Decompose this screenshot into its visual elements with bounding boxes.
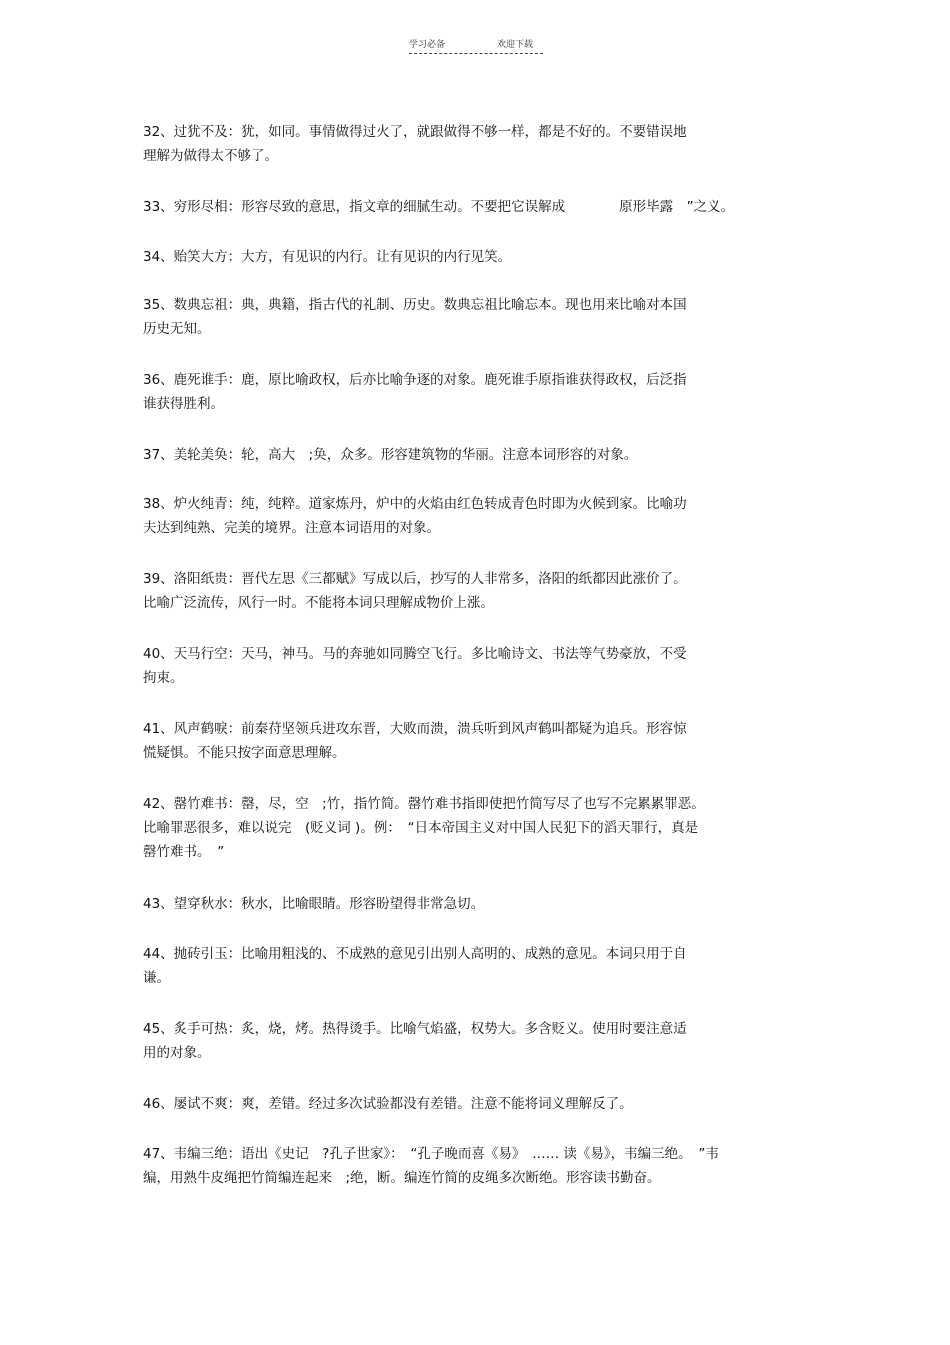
entry-line: 41、风声鹤唳：前秦苻坚领兵进攻东晋，大败而溃，溃兵听到风声鹤叫都疑为追兵。形容惊 — [143, 721, 687, 737]
idiom-entry — [143, 1017, 823, 1065]
idiom-entry — [143, 717, 823, 765]
entry-line: 用的对象。 — [143, 1045, 211, 1061]
idiom-entry — [143, 245, 823, 269]
entry-line: 谦。 — [143, 970, 170, 986]
entry-line: 谁获得胜利。 — [143, 396, 224, 412]
idiom-entry — [143, 1142, 823, 1190]
entry-line: 理解为做得太不够了。 — [143, 148, 278, 164]
idiom-entry — [143, 1092, 823, 1116]
entry-line: 42、罄竹难书：罄，尽，空 ;竹，指竹简。罄竹难书指即使把竹简写尽了也写不完累累罪恶。 — [143, 796, 705, 812]
header-dashed-rule — [409, 53, 543, 54]
entry-line: 35、数典忘祖：典，典籍，指古代的礼制、历史。数典忘祖比喻忘本。现也用来比喻对本国 — [143, 297, 687, 313]
idiom-entry — [143, 792, 823, 864]
header-left-text: 学习必备 — [409, 40, 446, 50]
entry-line: 47、韦编三绝：语出《史记 ?孔子世家》： “孔子晚而喜《易》 …… 读《易》，韦编三绝。 ”韦 — [143, 1146, 719, 1162]
entry-line: 34、贻笑大方：大方，有见识的内行。让有见识的内行见笑。 — [143, 249, 512, 265]
header-right-text: 欢迎下载 — [497, 40, 534, 50]
idiom-entry — [143, 293, 823, 341]
idiom-entry — [143, 642, 823, 690]
entry-line: 编，用熟牛皮绳把竹简编连起来 ;绝，断。编连竹简的皮绳多次断绝。形容读书勤奋。 — [143, 1170, 661, 1186]
entry-line: 罄竹难书。 ” — [143, 844, 225, 860]
idiom-entry — [143, 443, 823, 467]
idiom-entry — [143, 120, 823, 168]
idiom-entry — [143, 195, 823, 219]
entry-line: 46、屡试不爽：爽，差错。经过多次试验都没有差错。注意不能将词义理解反了。 — [143, 1096, 633, 1112]
idiom-entry — [143, 368, 823, 416]
idiom-entry — [143, 567, 823, 615]
idiom-entry — [143, 892, 823, 916]
entry-line: 36、鹿死谁手：鹿，原比喻政权，后亦比喻争逐的对象。鹿死谁手原指谁获得政权，后泛指 — [143, 372, 687, 388]
entry-line: 38、炉火纯青：纯，纯粹。道家炼丹，炉中的火焰由红色转成青色时即为火候到家。比喻功 — [143, 496, 687, 512]
entry-line: 45、炙手可热：炙，烧，烤。热得烫手。比喻气焰盛，权势大。多含贬义。使用时要注意适 — [143, 1021, 687, 1037]
entry-line: 夫达到纯熟、完美的境界。注意本词语用的对象。 — [143, 520, 440, 536]
entry-line: 37、美轮美奂：轮，高大 ;奂，众多。形容建筑物的华丽。注意本词形容的对象。 — [143, 447, 638, 463]
entry-line: 33、穷形尽相：形容尽致的意思，指文章的细腻生动。不要把它误解成 原形毕露 ”之义。 — [143, 199, 735, 215]
entry-line: 40、天马行空：天马，神马。马的奔驰如同腾空飞行。多比喻诗文、书法等气势豪放，不受 — [143, 646, 687, 662]
idiom-entry — [143, 942, 823, 990]
entry-line: 39、洛阳纸贵：晋代左思《三都赋》写成以后，抄写的人非常多，洛阳的纸都因此涨价了。 — [143, 571, 687, 587]
entry-line: 拘束。 — [143, 670, 184, 686]
idiom-entry — [143, 492, 823, 540]
entry-line: 44、抛砖引玉：比喻用粗浅的、不成熟的意见引出别人高明的、成熟的意见。本词只用于自 — [143, 946, 687, 962]
entry-line: 32、过犹不及：犹，如同。事情做得过火了，就跟做得不够一样，都是不好的。不要错误地 — [143, 124, 687, 140]
entry-line: 比喻广泛流传，风行一时。不能将本词只理解成物价上涨。 — [143, 595, 494, 611]
entry-line: 慌疑惧。不能只按字面意思理解。 — [143, 745, 346, 761]
entry-line: 比喻罪恶很多，难以说完 (贬义词 )。例： “日本帝国主义对中国人民犯下的滔天罪行，真是 — [143, 820, 699, 836]
entry-line: 历史无知。 — [143, 321, 211, 337]
entry-line: 43、望穿秋水：秋水，比喻眼睛。形容盼望得非常急切。 — [143, 896, 485, 912]
